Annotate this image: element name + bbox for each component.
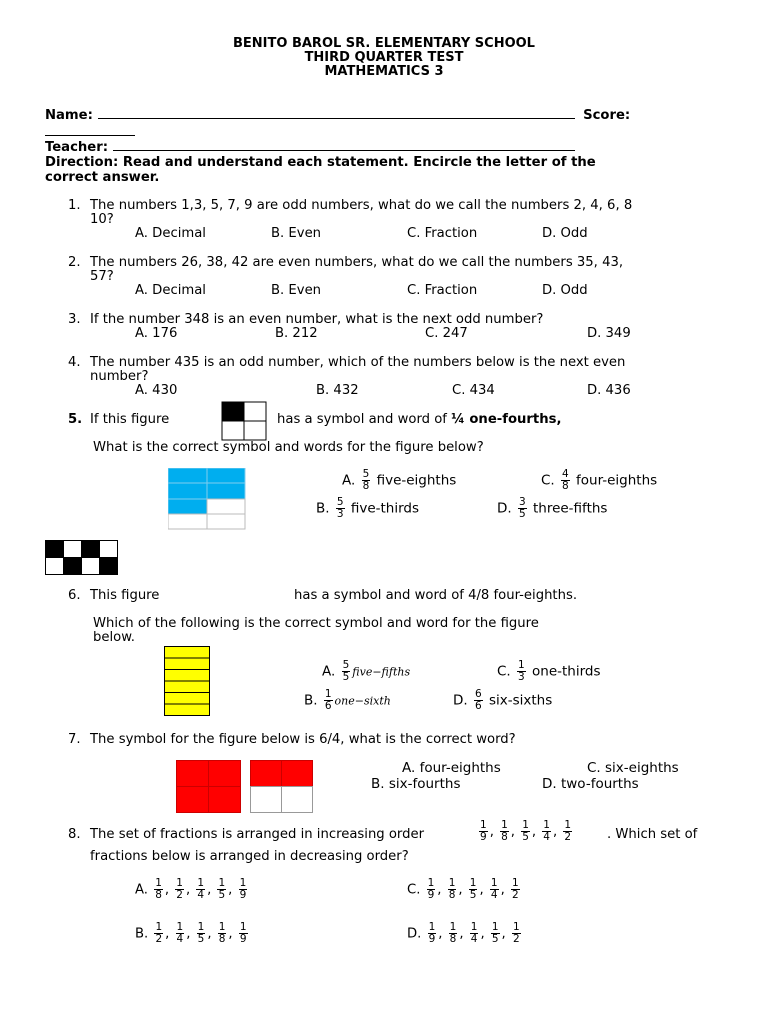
q8-text-end: . Which set of xyxy=(607,827,698,842)
choice-letter: D. xyxy=(497,500,512,517)
numerator: 6 xyxy=(474,688,482,700)
denominator: 8 xyxy=(362,480,370,492)
numerator: 1 xyxy=(469,877,477,889)
separator: , xyxy=(185,882,191,898)
denominator: 6 xyxy=(474,700,482,712)
q7-text: The symbol for the figure below is 6/4, what is the correct word? xyxy=(90,732,516,747)
q4-text: The number 435 is an odd number, which of the numbers below is the next even xyxy=(90,355,626,370)
numerator: 1 xyxy=(197,877,205,889)
choice-letter: D. xyxy=(407,926,422,942)
denominator: 3 xyxy=(336,508,344,520)
q6-question-cont: below. xyxy=(93,630,135,645)
denominator: 4 xyxy=(490,889,498,901)
numerator: 1 xyxy=(501,819,508,831)
q4-choice-c[interactable]: C. 434 xyxy=(452,383,495,398)
q3-text: If the number 348 is an even number, what is the next odd number? xyxy=(90,312,544,327)
denominator: 5 xyxy=(491,933,499,945)
q2-choice-b[interactable]: B. Even xyxy=(271,283,322,298)
test-title: THIRD QUARTER TEST xyxy=(304,50,464,65)
q4-choice-a[interactable]: A. 430 xyxy=(135,383,178,398)
q7-choice-a[interactable]: A. four-eighths xyxy=(402,760,501,776)
separator: , xyxy=(531,824,537,840)
numerator: 1 xyxy=(491,921,499,933)
direction-line1: Direction: Read and understand each statement. Encircle the letter of the xyxy=(45,155,596,170)
denominator: 5 xyxy=(218,889,226,901)
denominator: 8 xyxy=(562,480,569,492)
choice-letter: C. xyxy=(497,663,511,680)
numerator: 1 xyxy=(518,659,525,671)
q5-blue-figure xyxy=(168,468,246,530)
separator: , xyxy=(479,882,484,898)
name-blank[interactable] xyxy=(98,107,575,119)
q2-text-cont: 57? xyxy=(90,269,114,284)
q1-choice-d[interactable]: D. Odd xyxy=(542,226,588,241)
numerator: 1 xyxy=(239,877,247,889)
denominator: 9 xyxy=(480,831,487,843)
q7-number: 7. xyxy=(68,732,81,747)
q5-number: 5. xyxy=(68,412,83,427)
q4-choice-d[interactable]: D. 436 xyxy=(587,383,631,398)
fraction xyxy=(511,878,520,901)
choice-word: five-thirds xyxy=(350,500,420,517)
fraction xyxy=(239,922,248,945)
q5-choice-c[interactable] xyxy=(541,469,657,492)
fraction xyxy=(427,878,436,901)
denominator: 9 xyxy=(427,889,435,901)
q6-text-b: has a symbol and word of 4/8 four-eighths. xyxy=(294,588,578,603)
name-label: Name: xyxy=(45,108,93,123)
q5-text-b xyxy=(277,412,561,427)
q5-text-c: ¼ one-fourths, xyxy=(451,412,562,427)
fraction xyxy=(500,820,509,843)
numerator: 1 xyxy=(197,921,205,933)
separator: , xyxy=(510,824,515,840)
fraction xyxy=(490,878,499,901)
q8-choice-a[interactable] xyxy=(135,878,249,901)
q5-text-a: If this figure xyxy=(90,412,170,427)
denominator: 5 xyxy=(469,889,477,901)
numerator: 1 xyxy=(428,921,436,933)
denominator: 5 xyxy=(522,831,529,843)
denominator: 4 xyxy=(197,889,205,901)
numerator: 5 xyxy=(362,468,370,480)
q3-choice-b[interactable]: B. 212 xyxy=(275,326,318,341)
separator: , xyxy=(165,926,170,942)
q5-text-b-main: has a symbol and word of xyxy=(277,412,447,427)
q4-choice-b[interactable]: B. 432 xyxy=(316,383,359,398)
q7-choice-c[interactable]: C. six-eighths xyxy=(587,760,679,776)
q6-checker-figure xyxy=(45,540,119,576)
numerator: 1 xyxy=(239,921,247,933)
score-blank[interactable] xyxy=(45,124,135,136)
fraction xyxy=(517,660,526,683)
choice-letter: C. xyxy=(541,472,555,489)
q3-choice-d[interactable]: D. 349 xyxy=(587,326,631,341)
q8-choice-d[interactable] xyxy=(407,922,523,945)
q5-choice-d[interactable] xyxy=(497,497,607,520)
fraction xyxy=(218,922,227,945)
separator: , xyxy=(480,926,485,942)
denominator: 4 xyxy=(176,933,184,945)
choice-letter: B. xyxy=(135,926,149,942)
teacher-label: Teacher: xyxy=(45,140,109,155)
denominator: 2 xyxy=(564,831,572,843)
q7-red-whole-figure xyxy=(176,760,242,814)
numerator: 1 xyxy=(176,921,184,933)
q7-red-half-figure xyxy=(250,760,314,814)
fraction xyxy=(197,922,206,945)
numerator: 1 xyxy=(512,921,520,933)
fraction xyxy=(175,878,184,901)
school-name: BENITO BAROL SR. ELEMENTARY SCHOOL xyxy=(233,36,535,51)
choice-word: five−fifths xyxy=(352,665,411,679)
numerator: 1 xyxy=(448,877,456,889)
q4-text-cont: number? xyxy=(90,369,149,384)
q4-number: 4. xyxy=(68,355,81,370)
name-field xyxy=(45,107,630,123)
denominator: 8 xyxy=(449,933,457,945)
score-label: Score: xyxy=(583,108,631,123)
choice-letter: A. xyxy=(322,663,336,680)
q2-choice-a[interactable]: A. Decimal xyxy=(135,283,206,298)
denominator: 8 xyxy=(448,889,456,901)
q6-question: Which of the following is the correct symbol and word for the figure xyxy=(93,616,539,631)
separator: , xyxy=(438,926,443,942)
fraction xyxy=(217,878,226,901)
numerator: 1 xyxy=(218,921,226,933)
numerator: 1 xyxy=(543,819,550,831)
choice-word: three-fifths xyxy=(532,500,608,517)
fraction xyxy=(474,689,483,712)
fraction xyxy=(342,660,351,683)
q2-number: 2. xyxy=(68,255,81,270)
q1-text: The numbers 1,3, 5, 7, 9 are odd numbers, what do we call the numbers 2, 4, 6, 8 xyxy=(90,198,633,213)
separator: , xyxy=(186,926,191,942)
fraction xyxy=(470,922,479,945)
fraction xyxy=(542,820,551,843)
numerator: 1 xyxy=(490,877,498,889)
fraction xyxy=(154,878,163,901)
fraction xyxy=(336,497,345,520)
choice-letter: A. xyxy=(342,472,356,489)
denominator: 6 xyxy=(324,700,332,712)
q5-choice-a[interactable] xyxy=(342,469,456,492)
separator: , xyxy=(500,882,505,898)
q8-number: 8. xyxy=(68,827,81,842)
q8-given-set xyxy=(477,820,574,843)
numerator: 1 xyxy=(470,921,478,933)
choice-word: five-eighths xyxy=(376,472,457,489)
separator: , xyxy=(228,882,233,898)
q2-choice-d[interactable]: D. Odd xyxy=(542,283,588,298)
numerator: 1 xyxy=(324,688,332,700)
denominator: 4 xyxy=(543,831,550,843)
separator: , xyxy=(164,882,170,898)
numerator: 1 xyxy=(176,877,183,889)
q5-choice-b[interactable] xyxy=(316,497,419,520)
choice-letter: B. xyxy=(316,500,330,517)
q5-quarter-figure xyxy=(221,401,267,441)
fraction xyxy=(324,689,333,712)
choice-word: four-eighths xyxy=(576,472,658,489)
numerator: 3 xyxy=(518,496,526,508)
denominator: 8 xyxy=(155,889,162,901)
numerator: 5 xyxy=(336,496,344,508)
denominator: 5 xyxy=(518,508,526,520)
q3-number: 3. xyxy=(68,312,81,327)
q1-text-cont: 10? xyxy=(90,212,114,227)
q1-choice-b[interactable]: B. Even xyxy=(271,226,322,241)
choice-word: one-thirds xyxy=(532,663,601,680)
choice-letter: B. xyxy=(304,692,318,709)
choice-word: one−sixth xyxy=(334,694,391,708)
denominator: 2 xyxy=(155,933,163,945)
teacher-field xyxy=(45,139,575,155)
numerator: 1 xyxy=(218,877,226,889)
fraction xyxy=(428,922,437,945)
fraction xyxy=(479,820,488,843)
fraction xyxy=(491,922,500,945)
denominator: 5 xyxy=(342,671,350,683)
direction-line2: correct answer. xyxy=(45,170,160,185)
q3-choice-a[interactable]: A. 176 xyxy=(135,326,178,341)
fraction xyxy=(469,878,478,901)
q6-choice-b[interactable] xyxy=(304,689,391,712)
fraction xyxy=(449,922,458,945)
q1-choice-a[interactable]: A. Decimal xyxy=(135,226,206,241)
denominator: 9 xyxy=(428,933,436,945)
q6-choice-a[interactable] xyxy=(322,660,410,683)
separator: , xyxy=(459,926,464,942)
numerator: 1 xyxy=(449,921,457,933)
fraction xyxy=(154,922,163,945)
numerator: 1 xyxy=(155,877,162,889)
q8-text: The set of fractions is arranged in increasing order xyxy=(90,827,425,842)
fraction xyxy=(561,469,570,492)
q6-number: 6. xyxy=(68,588,81,603)
denominator: 8 xyxy=(218,933,226,945)
choice-letter: C. xyxy=(407,882,421,898)
numerator: 1 xyxy=(427,877,435,889)
separator: , xyxy=(437,882,442,898)
q7-choice-b[interactable]: B. six-fourths xyxy=(371,776,461,792)
denominator: 4 xyxy=(470,933,478,945)
fraction xyxy=(196,878,205,901)
q5-question: What is the correct symbol and words for the figure below? xyxy=(93,440,484,455)
fraction xyxy=(448,878,457,901)
numerator: 5 xyxy=(342,659,350,671)
q2-choice-c[interactable]: C. Fraction xyxy=(407,283,478,298)
separator: , xyxy=(489,824,494,840)
denominator: 8 xyxy=(501,831,508,843)
q8-text-cont: fractions below is arranged in decreasing order? xyxy=(90,849,409,864)
q1-choice-c[interactable]: C. Fraction xyxy=(407,226,478,241)
separator: , xyxy=(207,926,212,942)
denominator: 3 xyxy=(518,671,525,683)
denominator: 5 xyxy=(197,933,205,945)
denominator: 9 xyxy=(239,933,247,945)
fraction xyxy=(512,922,521,945)
q6-choice-c[interactable] xyxy=(497,660,601,683)
q6-yellow-figure xyxy=(164,646,210,716)
q2-text: The numbers 26, 38, 42 are even numbers, what do we call the numbers 35, 43, xyxy=(90,255,624,270)
denominator: 2 xyxy=(511,889,519,901)
fraction xyxy=(521,820,530,843)
fraction xyxy=(563,820,572,843)
subject-title: MATHEMATICS 3 xyxy=(324,64,444,79)
q8-choice-c[interactable] xyxy=(407,878,522,901)
denominator: 9 xyxy=(239,889,247,901)
fraction xyxy=(176,922,185,945)
denominator: 2 xyxy=(176,889,183,901)
q1-number: 1. xyxy=(68,198,81,213)
separator: , xyxy=(501,926,506,942)
separator: , xyxy=(552,824,558,840)
denominator: 2 xyxy=(512,933,520,945)
q6-choice-d[interactable] xyxy=(453,689,552,712)
fraction xyxy=(518,497,527,520)
numerator: 1 xyxy=(155,921,163,933)
q8-choice-b[interactable] xyxy=(135,922,250,945)
separator: , xyxy=(228,926,233,942)
q7-choice-d[interactable]: D. two-fourths xyxy=(542,776,639,792)
numerator: 1 xyxy=(522,819,529,831)
separator: , xyxy=(207,882,212,898)
numerator: 1 xyxy=(511,877,519,889)
choice-letter: D. xyxy=(453,692,468,709)
teacher-blank[interactable] xyxy=(113,139,575,151)
numerator: 4 xyxy=(562,468,569,480)
q3-choice-c[interactable]: C. 247 xyxy=(425,326,468,341)
fraction xyxy=(239,878,248,901)
numerator: 1 xyxy=(480,819,487,831)
fraction xyxy=(362,469,371,492)
separator: , xyxy=(458,882,463,898)
numerator: 1 xyxy=(564,819,572,831)
score-blank-row xyxy=(45,124,135,140)
choice-word: six-sixths xyxy=(488,692,553,709)
choice-letter: A. xyxy=(135,882,148,898)
q6-text-a: This figure xyxy=(90,588,160,603)
